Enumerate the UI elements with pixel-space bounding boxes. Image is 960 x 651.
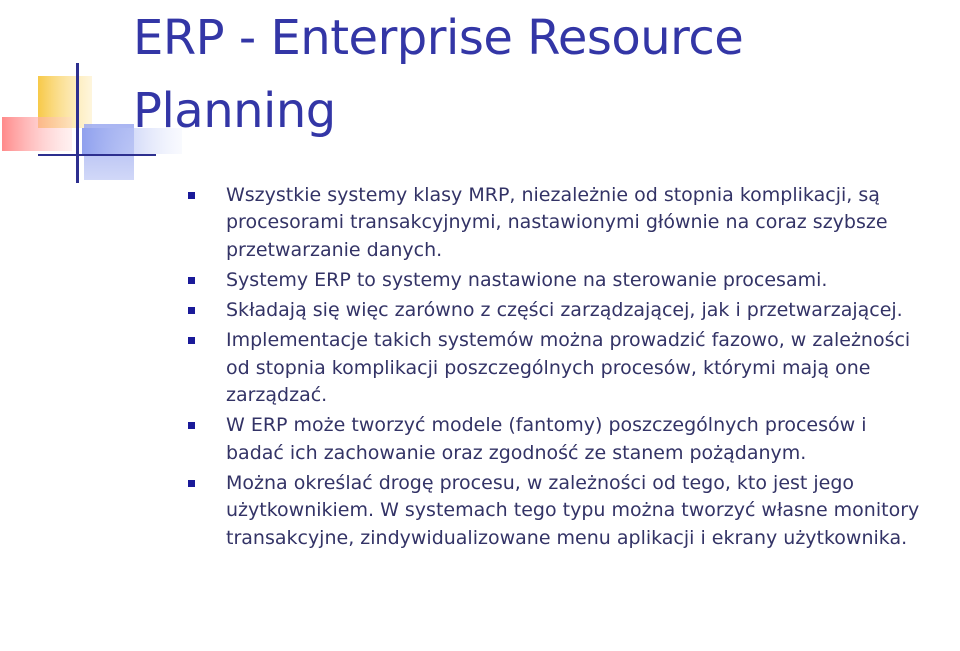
bullet-item bbox=[188, 412, 928, 467]
bullet-text: Można określać drogę procesu, w zależności od tego, kto jest jego użytkownikiem. W systemach tego typu można tworzyć własne monitory transakcyjne, zindywidualizowane menu aplikacji i ekrany użytkownika. bbox=[226, 471, 920, 549]
square-bullet-icon bbox=[188, 480, 195, 487]
bullet-list bbox=[188, 182, 928, 552]
square-bullet-icon bbox=[188, 192, 195, 199]
bullet-text: Implementacje takich systemów można prowadzić fazowo, w zależności od stopnia komplikacji poszczególnych procesów, którymi mają one zarządzać. bbox=[226, 329, 911, 407]
square-bullet-icon bbox=[188, 337, 195, 344]
decor-red-band bbox=[2, 117, 72, 151]
bullet-text: Wszystkie systemy klasy MRP, niezależnie od stopnia komplikacji, są procesorami transakcyjnymi, nastawionymi głównie na coraz szybsze przetwarzanie danych. bbox=[226, 184, 888, 261]
bullet-text: Systemy ERP to systemy nastawione na sterowanie procesami. bbox=[226, 268, 828, 291]
bullet-text: Składają się więc zarówno z części zarządzającej, jak i przetwarzającej. bbox=[226, 299, 903, 322]
square-bullet-icon bbox=[188, 422, 195, 429]
bullet-item bbox=[188, 297, 928, 324]
square-bullet-icon bbox=[188, 277, 195, 284]
bullet-item bbox=[188, 327, 928, 409]
decor-vertical-line bbox=[76, 63, 79, 183]
slide-title: ERP - Enterprise Resource Planning bbox=[133, 10, 744, 139]
bullet-item bbox=[188, 470, 928, 552]
square-bullet-icon bbox=[188, 307, 195, 314]
bullet-item bbox=[188, 267, 928, 294]
bullet-text: W ERP może tworzyć modele (fantomy) poszczególnych procesów i badać ich zachowanie oraz zgodność ze stanem pożądanym. bbox=[226, 414, 867, 464]
bullet-item bbox=[188, 182, 928, 264]
decor-horizontal-line bbox=[38, 154, 156, 156]
